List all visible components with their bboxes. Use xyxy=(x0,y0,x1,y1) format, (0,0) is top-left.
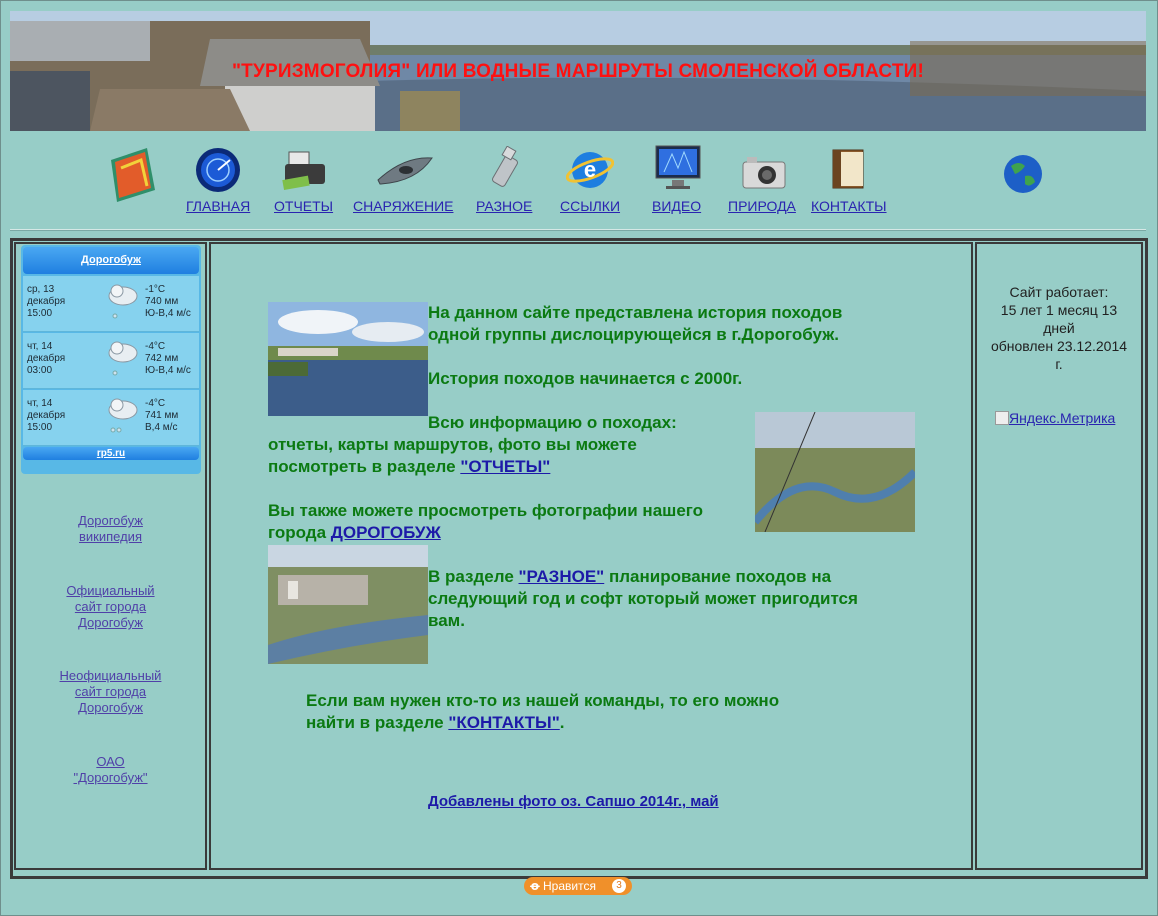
nav-link-misc[interactable]: РАЗНОЕ xyxy=(476,198,533,214)
misc-link[interactable]: "РАЗНОЕ" xyxy=(518,567,605,586)
nav-link-home[interactable]: ГЛАВНАЯ xyxy=(186,198,251,214)
nav-link-links[interactable]: ССЫЛКИ xyxy=(560,198,621,214)
map-book-icon xyxy=(107,146,157,204)
like-count: 3 xyxy=(612,879,626,893)
cloud-snow-icon xyxy=(107,339,139,379)
nav-link-nature[interactable]: ПРИРОДА xyxy=(728,198,796,214)
cloud-snow-icon xyxy=(107,282,139,322)
site-uptime: Сайт работает: 15 лет 1 месяц 13 дней обновлен 23.12.2014 г. xyxy=(990,284,1128,372)
like-label: Нравится xyxy=(543,879,596,893)
camera-icon xyxy=(741,154,787,192)
header-banner xyxy=(10,11,1146,131)
globe-icon xyxy=(1003,154,1043,194)
nav-link-reports[interactable]: ОТЧЕТЫ xyxy=(274,198,334,214)
site-title: "ТУРИЗМОГОЛИЯ" ИЛИ ВОДНЫЕ МАРШРУТЫ СМОЛЕНСКОЙ ОБЛАСТИ! xyxy=(231,61,925,82)
kayak-icon xyxy=(376,152,434,192)
history-paragraph: История походов начинается с 2000г. xyxy=(428,369,743,388)
svg-text:e: e xyxy=(583,157,597,182)
nav-link-equipment[interactable]: СНАРЯЖЕНИЕ xyxy=(353,198,454,214)
link-unofficial-city-site[interactable]: Неофициальный сайт города Дорогобуж xyxy=(59,668,162,715)
ok-like-button[interactable] xyxy=(524,877,632,895)
address-book-icon xyxy=(829,146,869,192)
contacts-paragraph: Если вам нужен кто-то из нашей команды, то его можно найти в разделе "КОНТАКТЫ". xyxy=(306,691,780,732)
printer-icon xyxy=(281,148,329,196)
weather-row xyxy=(23,276,199,332)
compass-icon xyxy=(194,146,242,194)
weather-city-link[interactable]: Дорогобуж xyxy=(23,247,199,274)
weather-row xyxy=(23,333,199,389)
contacts-link[interactable]: "КОНТАКТЫ" xyxy=(448,713,560,732)
reports-paragraph-line1: Всю информацию о походах: xyxy=(428,413,677,432)
city-aerial-photo xyxy=(268,545,428,664)
internet-explorer-icon xyxy=(566,146,614,194)
intro-paragraph: На данном сайте представлена история походов одной группы дислоцирующейся в г.Дорогобуж. xyxy=(428,303,843,344)
link-dorogobuzh-wikipedia[interactable]: Дорогобуж википедия xyxy=(78,513,143,544)
nav-link-video[interactable]: ВИДЕО xyxy=(652,198,702,214)
rp5-link[interactable]: rp5.ru xyxy=(23,447,199,460)
weather-values: -4°C 741 мм В,4 м/с xyxy=(145,398,179,433)
link-official-city-site[interactable]: Официальный сайт города Дорогобуж xyxy=(66,583,155,630)
weather-date: чт, 14 декабря 03:00 xyxy=(27,341,66,376)
weather-date: чт, 14 декабря 15:00 xyxy=(27,398,66,433)
nav-link-contacts[interactable]: КОНТАКТЫ xyxy=(811,198,887,214)
odnoklassniki-icon: ꝋ xyxy=(530,879,540,893)
weather-date: ср, 13 декабря 15:00 xyxy=(27,284,66,319)
reports-paragraph: отчеты, карты маршрутов, фото вы можете посмотреть в разделе "ОТЧЕТЫ" xyxy=(268,435,637,476)
weather-row xyxy=(23,390,199,446)
aerial-river-photo xyxy=(755,412,915,532)
misc-paragraph: В разделе "РАЗНОЕ" планирование походов на следующий год и софт который может пригодится вам. xyxy=(428,567,858,630)
city-river-photo xyxy=(268,302,428,416)
link-oao-dorogobuzh[interactable]: ОАО "Дорогобуж" xyxy=(73,754,148,785)
weather-values: -1°C 740 мм Ю-В,4 м/с xyxy=(145,284,191,319)
usb-drive-icon xyxy=(484,146,532,194)
weather-values: -4°C 742 мм Ю-В,4 м/с xyxy=(145,341,191,376)
header-divider xyxy=(10,229,1146,231)
monitor-icon xyxy=(654,144,702,192)
reports-link[interactable]: "ОТЧЕТЫ" xyxy=(460,457,551,476)
city-photos-paragraph: Вы также можете просмотреть фотографии нашего города ДОРОГОБУЖ xyxy=(268,501,704,542)
yandex-metrika-link[interactable]: Яндекс.Метрика xyxy=(995,410,1115,426)
news-link[interactable]: Добавлены фото оз. Сапшо 2014г., май xyxy=(428,793,719,810)
weather-widget xyxy=(21,245,201,474)
dorogobuzh-link[interactable]: ДОРОГОБУЖ xyxy=(330,523,441,542)
cloud-snow-icon xyxy=(107,396,139,436)
broken-image-icon xyxy=(995,411,1009,425)
